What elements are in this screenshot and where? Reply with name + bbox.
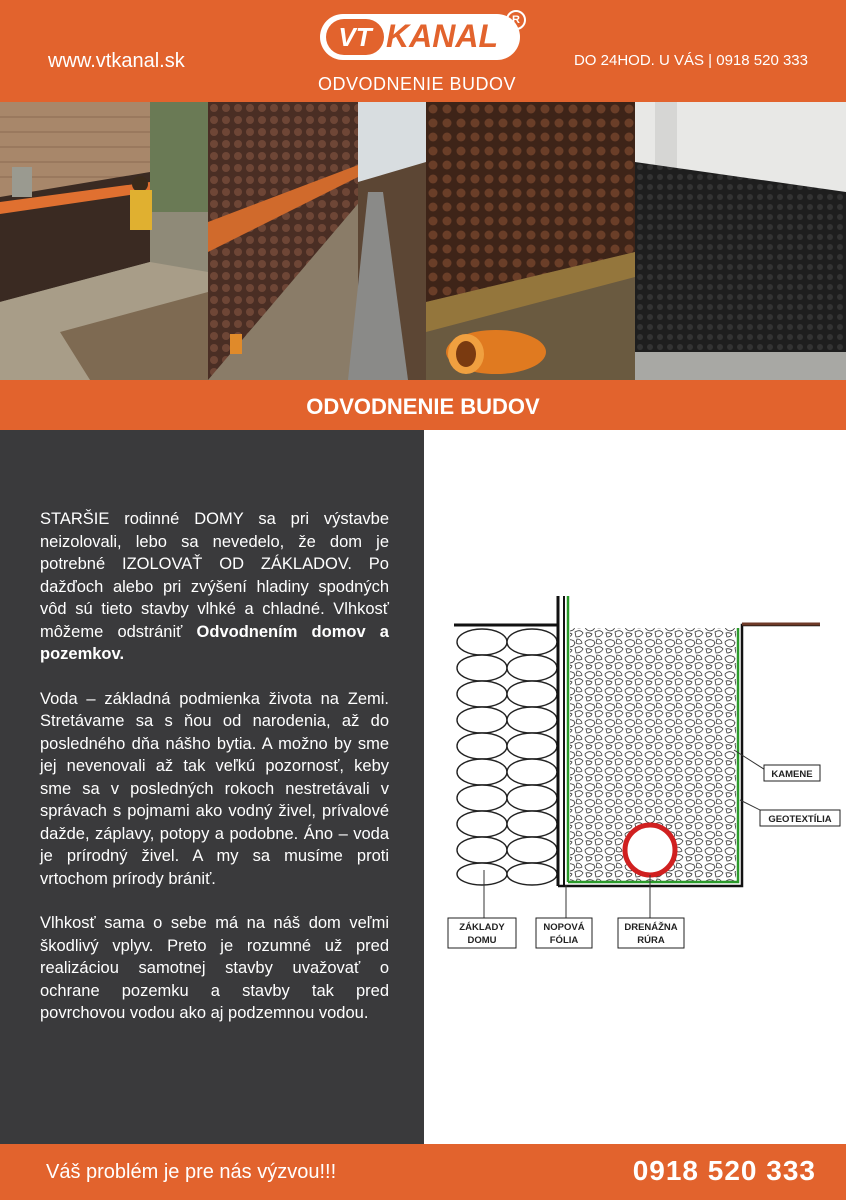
paragraph-1 bbox=[40, 508, 389, 666]
label-nopova-line1: NOPOVÁ bbox=[543, 922, 585, 933]
label-nopova-line2: FÓLIA bbox=[549, 935, 579, 946]
label-drenazna-line2: RÚRA bbox=[637, 935, 665, 946]
paragraph-2: Voda – základná podmienka života na Zemi. Stretávame sa s ňou od narodenia, až do posledného dňa nášho bytia. A možno by sme jej nevenovali až tak veľkú pozornosť, keby sme sa v posledných rokoch nestretávali v správach s pojmami ako vodný živel, prívalové dažde, záplavy, potopy a podobne. Áno – voda je prírodný živel. A my sa musíme proti vrtochom prírody brániť. bbox=[40, 689, 389, 888]
photo-membrane-trench bbox=[208, 102, 426, 380]
logo-kanal: KANAL bbox=[386, 18, 498, 54]
paragraph-3: Vlhkosť sama o sebe má na náš dom veľmi škodlivý vplyv. Preto je rozumné už pred realizáciou samotnej stavby uvažovať o ochrane pozemku a stavby tak pred povrchovou vodou ako aj podzemnou vodou. bbox=[40, 914, 389, 1022]
section-banner bbox=[0, 380, 846, 430]
label-drenazna-line1: DRENÁŽNA bbox=[624, 922, 678, 933]
paragraph-1-text: STARŠIE rodinné DOMY sa pri výstavbe neizolovali, lebo sa nevedelo, že dom je potrebné IZOLOVAŤ OD ZÁKLADOV. Po dažďoch alebo pri zvýšení hladiny spodných vôd sú tieto stavby vlhké a chladné. Vlhkosť môžeme odstrániť bbox=[40, 510, 389, 641]
label-nopova-folia bbox=[536, 918, 592, 948]
footer-slogan: Váš problém je pre nás výzvou!!! bbox=[46, 1161, 337, 1183]
paragraph-1-bold: Odvodnením domov a pozemkov. bbox=[40, 622, 389, 663]
drainage-diagram bbox=[424, 430, 846, 1144]
logo-vt: VT bbox=[326, 19, 384, 55]
label-zaklady-line1: ZÁKLADY bbox=[459, 922, 505, 933]
header bbox=[0, 0, 846, 102]
footer bbox=[0, 1144, 846, 1200]
body-text bbox=[40, 508, 389, 1047]
drain-pipe bbox=[625, 825, 675, 875]
label-zaklady-line2: DOMU bbox=[467, 935, 497, 946]
photo-strip bbox=[0, 102, 846, 380]
footer-phone[interactable]: 0918 520 333 bbox=[632, 1155, 816, 1186]
logo-subtitle: ODVODNENIE BUDOV bbox=[318, 74, 517, 94]
label-kamene bbox=[764, 765, 820, 781]
photo-wall-foil bbox=[635, 102, 846, 380]
label-drenazna-rura bbox=[618, 918, 684, 948]
photo-excavation bbox=[0, 102, 208, 380]
diagram-panel bbox=[424, 430, 846, 1144]
label-kamene-text: KAMENE bbox=[771, 769, 813, 780]
foundation-blocks bbox=[457, 628, 557, 885]
text-panel bbox=[0, 430, 424, 1144]
hotline: DO 24HOD. U VÁS | 0918 520 333 bbox=[573, 52, 808, 69]
label-geotextilia-text: GEOTEXTÍLIA bbox=[768, 814, 832, 825]
section-title: ODVODNENIE BUDOV bbox=[306, 394, 540, 419]
registered-icon: R bbox=[506, 10, 526, 30]
logo bbox=[320, 14, 525, 64]
label-zaklady-domu bbox=[448, 918, 516, 948]
label-geotextilia bbox=[760, 810, 840, 826]
photo-drain-pipe bbox=[426, 102, 635, 380]
website-link[interactable]: www.vtkanal.sk bbox=[48, 50, 185, 72]
